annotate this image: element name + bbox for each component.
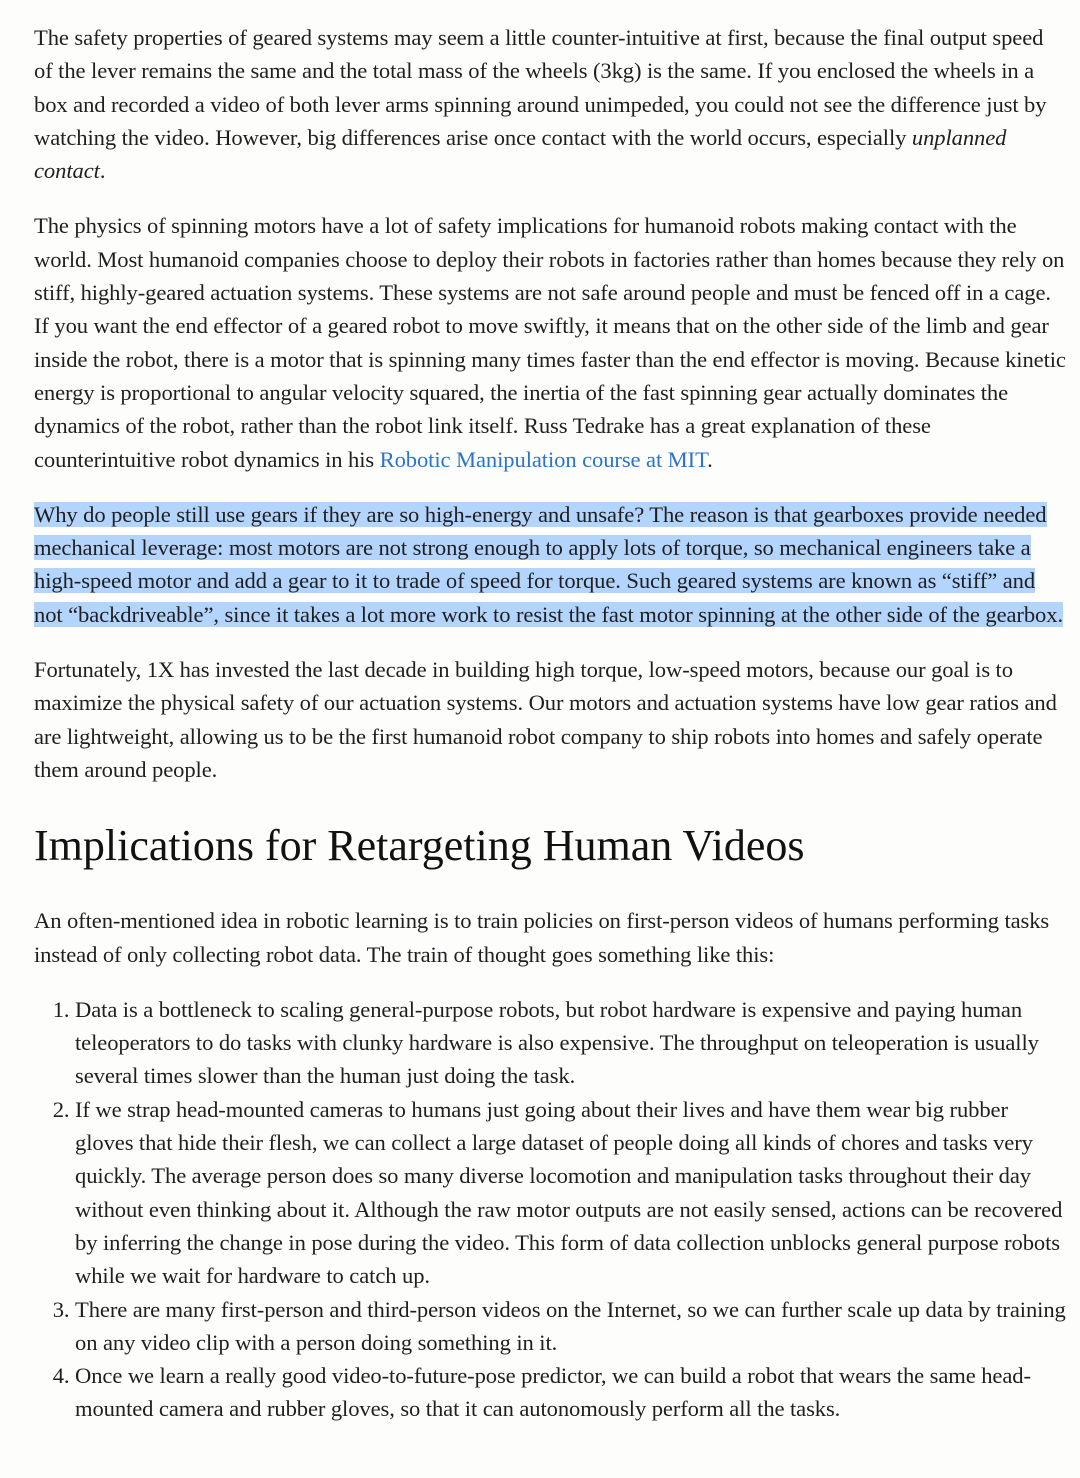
selected-text-highlight[interactable]: Why do people still use gears if they are so high-energy and unsafe? The reason is that gearboxes provide needed mechanical leverage: most motors are not strong enough to apply lots of torque, so mechanical engineers take a high-speed motor and add a gear to it to trade of speed for torque. Such geared systems are known as “stiff” and not “backdriveable”, since it takes a lot more work to resist the fast motor spinning at the other side of the gearbox.	[34, 501, 1063, 627]
emphasis-unplanned-contact: unplanned contact	[34, 124, 1007, 184]
numbered-list	[34, 993, 1066, 1426]
paragraph-text: The safety properties of geared systems may seem a little counter-intuitive at first, because the final output speed of the lever remains the same and the total mass of the wheels (3kg) is the same. If you enclosed the wheels in a box and recorded a video of both lever arms spinning around unimpeded, you could not see the difference just by watching the video. However, big differences arise once contact with the world occurs, especially	[34, 25, 1047, 150]
section-intro: An often-mentioned idea in robotic learning is to train policies on first-person videos of humans performing tasks instead of only collecting robot data. The train of thought goes something like this:	[34, 908, 1050, 967]
paragraph-geared-safety	[34, 21, 1066, 187]
section-heading: Implications for Retargeting Human Videos	[34, 821, 805, 871]
list-item: 3. There are many first-person and third-person videos on the Internet, so we can further scale up data by training on any video clip with a person doing something in it.	[75, 1293, 1066, 1360]
paragraph-text-end: .	[707, 446, 713, 472]
paragraph-why-gears[interactable]	[34, 498, 1066, 631]
list-item: 1. Data is a bottleneck to scaling general-purpose robots, but robot hardware is expensive and paying human teleoperators to do tasks with clunky hardware is also expensive. The throughput on teleoperation is usually several times slower than the human just doing the task.	[75, 993, 1066, 1093]
article-body	[34, 21, 1066, 1426]
list-item: 2. If we strap head-mounted cameras to humans just going about their lives and have them wear big rubber gloves that hide their flesh, we can collect a large dataset of people doing all kinds of chores and tasks very quickly. The average person does so many diverse locomotion and manipulation tasks throughout their day without even thinking about it. Although the raw motor outputs are not easily sensed, actions can be recovered by inferring the change in pose during the video. This form of data collection unblocks general purpose robots while we wait for hardware to catch up.	[75, 1093, 1066, 1293]
paragraph-spinning-motors	[34, 209, 1066, 475]
paragraph-text-end: .	[99, 158, 106, 184]
link-robotic-manipulation-course[interactable]: Robotic Manipulation course at MIT	[379, 446, 708, 472]
list-item: 4. Once we learn a really good video-to-future-pose predictor, we can build a robot that wears the same head-mounted camera and rubber gloves, so that it can autonomously perform all the tasks.	[75, 1359, 1066, 1426]
paragraph-1x-motors: Fortunately, 1X has invested the last decade in building high torque, low-speed motors, because our goal is to maximize the physical safety of our actuation systems. Our motors and actuation systems have low gear ratios and are lightweight, allowing us to be the first humanoid robot company to ship robots into homes and safely operate them around people.	[34, 657, 1057, 782]
paragraph-text: The physics of spinning motors have a lot of safety implications for humanoid robots making contact with the world. Most humanoid companies choose to deploy their robots in factories rather than homes because they rely on stiff, highly-geared actuation systems. These systems are not safe around people and must be fenced off in a cage. If you want the end effector of a geared robot to move swiftly, it means that on the other side of the limb and gear inside the robot, there is a motor that is spinning many times faster than the end effector is moving. Because kinetic energy is proportional to angular velocity squared, the inertia of the fast spinning gear actually dominates the dynamics of the robot, rather than the robot link itself. Russ Tedrake has a great explanation of these counterintuitive robot dynamics in his	[34, 213, 1066, 472]
